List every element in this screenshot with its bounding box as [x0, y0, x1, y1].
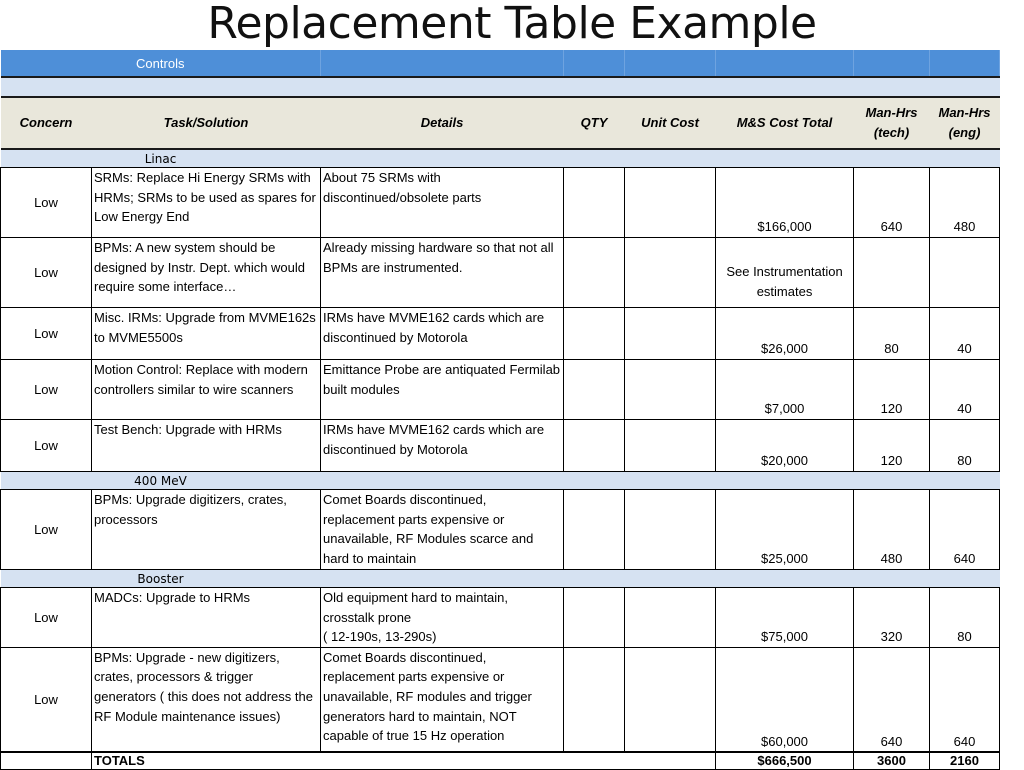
ms-total-cell: $166,000 — [716, 168, 854, 238]
table-row — [1, 490, 1000, 570]
unit-cost-cell — [625, 588, 716, 648]
man-hrs-tech-cell: 120 — [854, 420, 930, 472]
ms-total-cell: $25,000 — [716, 490, 854, 570]
qty-cell — [564, 588, 625, 648]
section-row — [1, 149, 1000, 168]
header-unit-cost: Unit Cost — [625, 97, 716, 149]
man-hrs-eng-cell: 80 — [930, 588, 1000, 648]
concern-cell: Low — [1, 588, 92, 648]
totals-ms-total: $666,500 — [716, 752, 854, 770]
header-man-hrs-eng: Man-Hrs (eng) — [930, 97, 1000, 149]
header-row — [1, 97, 1000, 149]
header-man-hrs-tech: Man-Hrs (tech) — [854, 97, 930, 149]
header-task: Task/Solution — [92, 97, 321, 149]
table-row — [1, 360, 1000, 420]
man-hrs-eng-cell: 640 — [930, 647, 1000, 752]
slide-title: Replacement Table Example — [207, 0, 817, 49]
unit-cost-cell — [625, 168, 716, 238]
section-label: Booster — [1, 570, 321, 588]
table-row — [1, 588, 1000, 648]
man-hrs-eng-cell: 40 — [930, 360, 1000, 420]
man-hrs-eng-cell — [930, 238, 1000, 308]
man-hrs-eng-cell: 40 — [930, 308, 1000, 360]
man-hrs-tech-cell: 640 — [854, 647, 930, 752]
controls-label: Controls — [1, 50, 321, 77]
totals-man-hrs-tech: 3600 — [854, 752, 930, 770]
qty-cell — [564, 360, 625, 420]
ms-total-cell: $26,000 — [716, 308, 854, 360]
details-cell: IRMs have MVME162 cards which are discontinued by Motorola — [321, 308, 564, 360]
man-hrs-eng-cell: 640 — [930, 490, 1000, 570]
unit-cost-cell — [625, 308, 716, 360]
task-cell: Test Bench: Upgrade with HRMs — [92, 420, 321, 472]
task-cell: Motion Control: Replace with modern controllers similar to wire scanners — [92, 360, 321, 420]
ms-total-cell: See Instrumentation estimates — [716, 238, 854, 308]
man-hrs-tech-cell: 120 — [854, 360, 930, 420]
concern-cell: Low — [1, 647, 92, 752]
man-hrs-eng-cell: 80 — [930, 420, 1000, 472]
concern-cell: Low — [1, 490, 92, 570]
details-cell: About 75 SRMs with discontinued/obsolete parts — [321, 168, 564, 238]
table-row — [1, 647, 1000, 752]
details-cell: Already missing hardware so that not all BPMs are instrumented. — [321, 238, 564, 308]
ms-total-cell: $75,000 — [716, 588, 854, 648]
qty-cell — [564, 647, 625, 752]
qty-cell — [564, 420, 625, 472]
details-cell: Comet Boards discontinued, replacement parts expensive or unavailable, RF modules and trigger generators hard to maintain, NOT capable of true 15 Hz operation — [321, 647, 564, 752]
man-hrs-eng-cell: 480 — [930, 168, 1000, 238]
task-cell: Misc. IRMs: Upgrade from MVME162s to MVME5500s — [92, 308, 321, 360]
qty-cell — [564, 308, 625, 360]
section-row — [1, 472, 1000, 490]
concern-cell: Low — [1, 238, 92, 308]
concern-cell: Low — [1, 360, 92, 420]
unit-cost-cell — [625, 490, 716, 570]
header-qty: QTY — [564, 97, 625, 149]
unit-cost-cell — [625, 238, 716, 308]
qty-cell — [564, 490, 625, 570]
concern-cell: Low — [1, 308, 92, 360]
unit-cost-cell — [625, 420, 716, 472]
task-cell: BPMs: Upgrade - new digitizers, crates, processors & trigger generators ( this does not address the RF Module maintenance issues) — [92, 647, 321, 752]
man-hrs-tech-cell: 480 — [854, 490, 930, 570]
task-cell: SRMs: Replace Hi Energy SRMs with HRMs; SRMs to be used as spares for Low Energy End — [92, 168, 321, 238]
qty-cell — [564, 168, 625, 238]
table-row — [1, 238, 1000, 308]
table-row — [1, 420, 1000, 472]
unit-cost-cell — [625, 360, 716, 420]
section-row — [1, 570, 1000, 588]
totals-man-hrs-eng: 2160 — [930, 752, 1000, 770]
spacer-band — [1, 77, 1000, 97]
totals-label: TOTALS — [92, 752, 716, 770]
qty-cell — [564, 238, 625, 308]
ms-total-cell: $20,000 — [716, 420, 854, 472]
table-row — [1, 308, 1000, 360]
details-cell: Emittance Probe are antiquated Fermilab built modules — [321, 360, 564, 420]
man-hrs-tech-cell — [854, 238, 930, 308]
ms-total-cell: $60,000 — [716, 647, 854, 752]
details-cell: Old equipment hard to maintain, crosstalk prone ( 12-190s, 13-290s) — [321, 588, 564, 648]
task-cell: BPMs: A new system should be designed by Instr. Dept. which would require some interface… — [92, 238, 321, 308]
replacement-table — [0, 50, 1000, 770]
details-cell: Comet Boards discontinued, replacement parts expensive or unavailable, RF Modules scarce and hard to maintain — [321, 490, 564, 570]
man-hrs-tech-cell: 320 — [854, 588, 930, 648]
task-cell: BPMs: Upgrade digitizers, crates, processors — [92, 490, 321, 570]
ms-total-cell: $7,000 — [716, 360, 854, 420]
concern-cell: Low — [1, 420, 92, 472]
concern-cell: Low — [1, 168, 92, 238]
totals-row — [1, 752, 1000, 770]
header-details: Details — [321, 97, 564, 149]
man-hrs-tech-cell: 640 — [854, 168, 930, 238]
header-ms-total: M&S Cost Total — [716, 97, 854, 149]
details-cell: IRMs have MVME162 cards which are discontinued by Motorola — [321, 420, 564, 472]
header-concern: Concern — [1, 97, 92, 149]
man-hrs-tech-cell: 80 — [854, 308, 930, 360]
controls-band — [1, 50, 1000, 77]
task-cell: MADCs: Upgrade to HRMs — [92, 588, 321, 648]
section-label: Linac — [1, 149, 321, 168]
section-label: 400 MeV — [1, 472, 321, 490]
unit-cost-cell — [625, 647, 716, 752]
table-row — [1, 168, 1000, 238]
